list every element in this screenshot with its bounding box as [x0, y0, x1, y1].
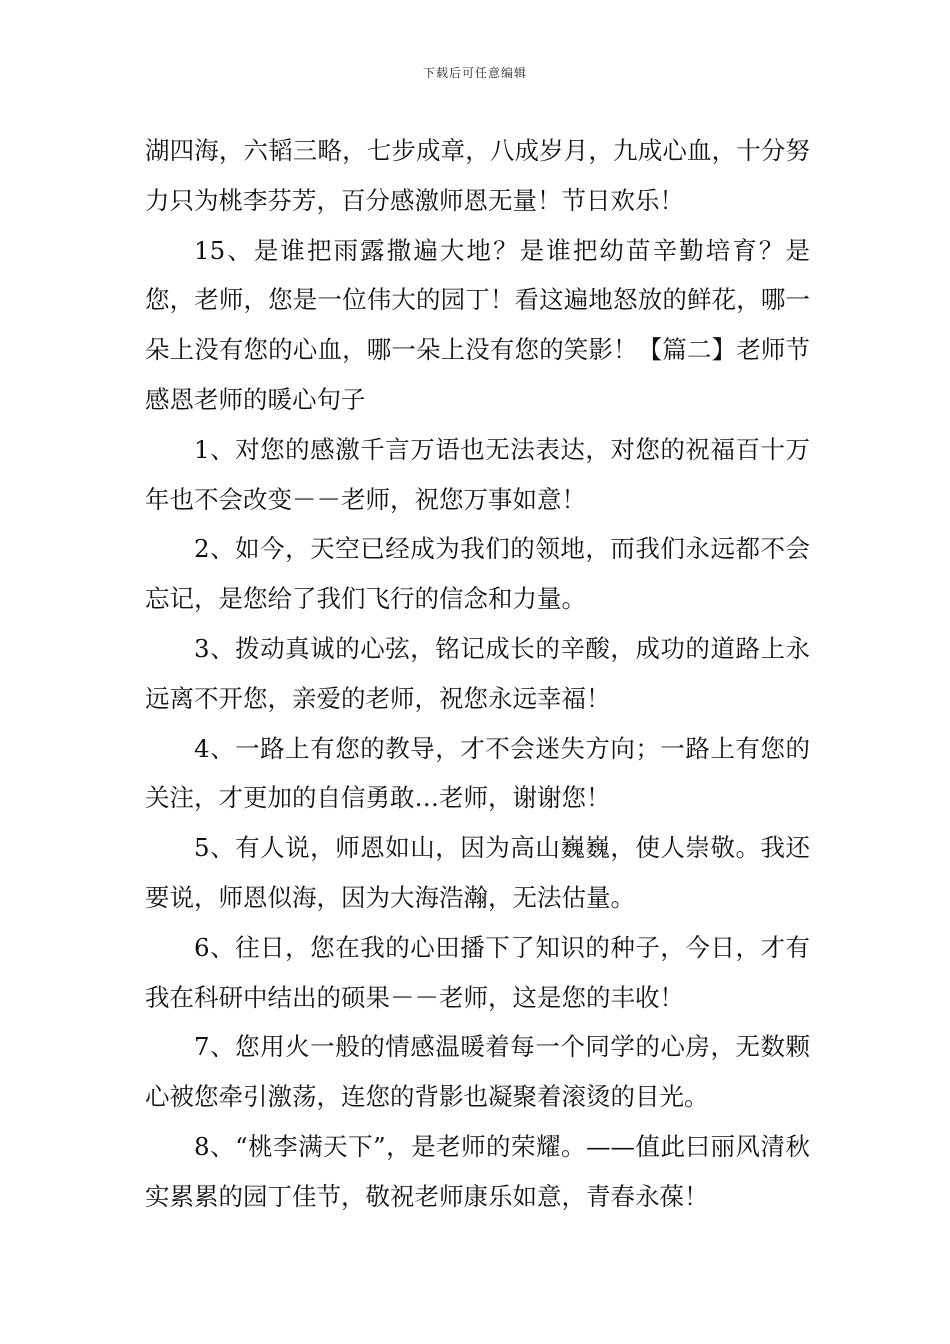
paragraph: 1、对您的感激千言万语也无法表达，对您的祝福百十万年也不会改变－－老师，祝您万事如意！	[145, 434, 810, 514]
paragraph: 4、一路上有您的教导，才不会迷失方向；一路上有您的关注，才更加的自信勇敢…老师，谢谢您！	[145, 733, 810, 813]
paragraph: 7、您用火一般的情感温暖着每一个同学的心房，无数颗心被您牵引激荡，连您的背影也凝聚着滚烫的目光。	[145, 1032, 810, 1112]
paragraph: 6、往日，您在我的心田播下了知识的种子，今日，才有我在科研中结出的硕果－－老师，这是您的丰收！	[145, 932, 810, 1012]
paragraph: 5、有人说，师恩如山，因为高山巍巍，使人崇敬。我还要说，师恩似海，因为大海浩瀚，无法估量。	[145, 833, 810, 912]
paragraph: 湖四海，六韬三略，七步成章，八成岁月，九成心血，十分努力只为桃李芬芳，百分感激师恩无量！节日欢乐！	[145, 136, 810, 215]
page-header: 下载后可任意编辑	[422, 66, 527, 80]
paragraph: 15、是谁把雨露撒遍大地？是谁把幼苗辛勤培育？是您，老师，您是一位伟大的园丁！看这遍地怒放的鲜花，哪一朵上没有您的心血，哪一朵上没有您的笑影！【篇二】老师节感恩老师的暖心句子	[145, 235, 810, 414]
document-body	[145, 126, 810, 1222]
paragraph: 3、拨动真诚的心弦，铭记成长的辛酸，成功的道路上永远离不开您，亲爱的老师，祝您永远幸福！	[145, 633, 810, 713]
paragraph: 8、“桃李满天下”，是老师的荣耀。——值此曰丽风清秋实累累的园丁佳节，敬祝老师康乐如意，青春永葆！	[145, 1131, 810, 1211]
paragraph: 2、如今，天空已经成为我们的领地，而我们永远都不会忘记，是您给了我们飞行的信念和力量。	[145, 534, 810, 614]
